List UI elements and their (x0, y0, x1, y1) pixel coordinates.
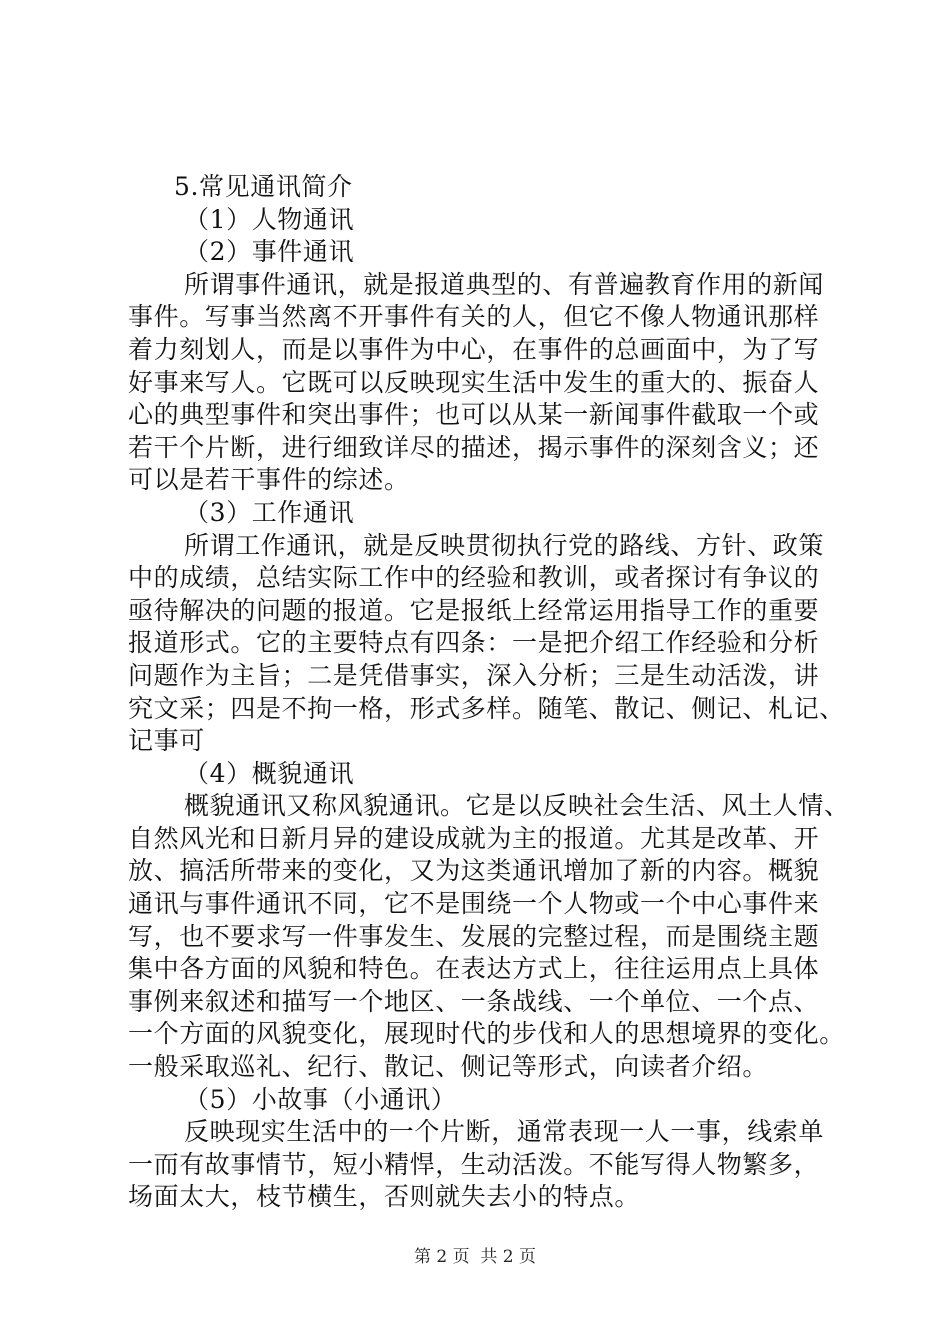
text-line: 报道形式。它的主要特点有四条：一是把介绍工作经验和分析 (128, 628, 820, 658)
text-line: 一个方面的风貌变化，展现时代的步伐和人的思想境界的变化。 (128, 1019, 845, 1049)
text-line: 记事可 (128, 726, 205, 756)
text-line: 反映现实生活中的一个片断，通常表现一人一事，线索单 (184, 1117, 825, 1147)
text-line: 心的典型事件和突出事件；也可以从某一新闻事件截取一个或 (128, 400, 820, 430)
page-footer (0, 1242, 950, 1267)
text-line: 着力刻划人，而是以事件为中心，在事件的总画面中，为了写 (128, 334, 820, 364)
text-line: 若干个片断，进行细致详尽的描述，揭示事件的深刻含义；还 (128, 432, 820, 462)
text-line: 事件。写事当然离不开事件有关的人，但它不像人物通讯那样 (128, 302, 820, 332)
text-line: 所谓工作通讯，就是反映贯彻执行党的路线、方针、政策 (184, 530, 825, 560)
text-line: （1）人物通讯 (184, 204, 355, 234)
text-line: 亟待解决的问题的报道。它是报纸上经常运用指导工作的重要 (128, 595, 820, 625)
text-line: 写，也不要求写一件事发生、发展的完整过程，而是围绕主题 (128, 921, 820, 951)
text-line: （3）工作通讯 (184, 497, 355, 527)
text-line: 可以是若干事件的综述。 (128, 465, 410, 495)
text-line: （4）概貌通讯 (184, 758, 355, 788)
text-line: 一而有故事情节，短小精悍，生动活泼。不能写得人物繁多， (128, 1149, 820, 1179)
text-line: 自然风光和日新月异的建设成就为主的报道。尤其是改革、开 (128, 823, 820, 853)
text-line: 放、搞活所带来的变化，又为这类通讯增加了新的内容。概貌 (128, 856, 820, 886)
text-line: 场面太大，枝节横生，否则就失去小的特点。 (128, 1182, 641, 1212)
text-line: 所谓事件通讯，就是报道典型的、有普遍教育作用的新闻 (184, 269, 825, 299)
text-line: 究文采；四是不拘一格，形式多样。随笔、散记、侧记、札记、 (128, 693, 845, 723)
text-line: 一般采取巡礼、纪行、散记、侧记等形式，向读者介绍。 (128, 1052, 769, 1082)
page-number-label: 第 2 页 共 2 页 (413, 1247, 537, 1267)
text-line: 事例来叙述和描写一个地区、一条战线、一个单位、一个点、 (128, 986, 820, 1016)
text-line: 好事来写人。它既可以反映现实生活中发生的重大的、振奋人 (128, 367, 820, 397)
text-line: 概貌通讯又称风貌通讯。它是以反映社会生活、风土人情、 (184, 791, 850, 821)
text-line: 问题作为主旨；二是凭借事实，深入分析；三是生动活泼，讲 (128, 660, 820, 690)
text-line: 5.常见通讯简介 (174, 172, 353, 201)
text-line: 集中各方面的风貌和特色。在表达方式上，往往运用点上具体 (128, 954, 820, 984)
text-line: 通讯与事件通讯不同，它不是围绕一个人物或一个中心事件来 (128, 889, 820, 919)
document-body (128, 171, 850, 1214)
text-line: （2）事件通讯 (184, 237, 355, 267)
text-line: 中的成绩，总结实际工作中的经验和教训，或者探讨有争议的 (128, 563, 820, 593)
text-line: （5）小故事（小通讯） (184, 1084, 457, 1114)
